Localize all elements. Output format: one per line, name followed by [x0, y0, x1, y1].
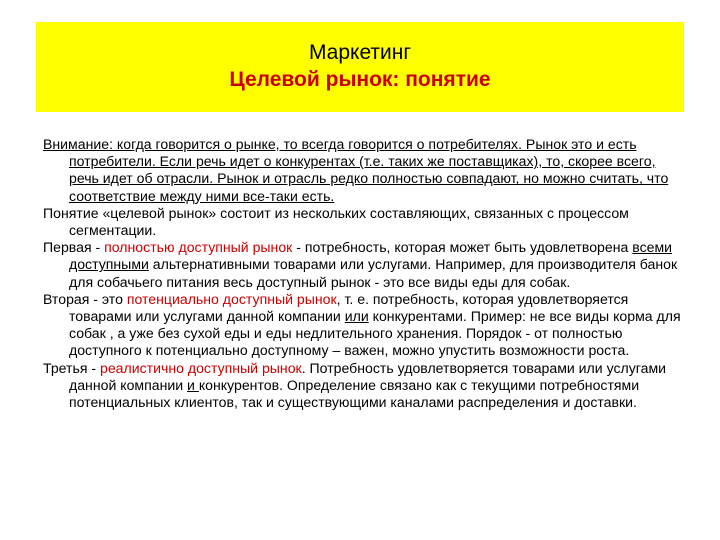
second-lead: Вторая - это	[43, 290, 127, 307]
first-mid: - потребность, которая может быть удовлетворена	[292, 239, 633, 256]
term-realistically-available-market: реалистично доступный рынок	[99, 359, 302, 376]
first-lead: Первая -	[43, 239, 105, 256]
third-lead: Третья -	[43, 359, 100, 376]
second-rest: конкурентами. Пример: не все виды корма для собак , а уже без сухой еды и еды недлительного хранения. Порядок - от полностью доступного к потенциально доступному – важен, можно упустить возможности роста.	[69, 308, 681, 359]
third-mid: . Потребность удовлетворяется товарами или услугами данной компании	[69, 359, 667, 393]
paragraph-third	[43, 360, 683, 412]
first-rest: альтернативными товарами или услугами. Например, для производителя банок для собачьего питания весь доступный рынок - это все виды еды для собак.	[69, 256, 678, 290]
paragraph-attention-text: Внимание: когда говорится о рынке, то всегда говорится о потребителях. Рынок это и есть потребители. Если речь идет о конкурентах (т.е. таких же поставщиках), то, скорее всего, речь идет об отрасли. Рынок и отрасль редко полностью совпадают, но можно считать, что соответствие между ними все-таки есть.	[43, 136, 669, 204]
paragraph-attention	[43, 136, 683, 205]
slide-body	[43, 136, 683, 411]
term-potentially-available-market: потенциально доступный рынок	[126, 290, 337, 307]
third-rest: конкурентов. Определение связано как с текущими потребностями потенциальных клиентов, так и существующими каналами распределения и доставки.	[69, 376, 640, 411]
second-mid: , т. е. потребность, которая удовлетворяется товарами или услугами данной компании	[69, 290, 629, 325]
slide-subject: Маркетинг	[308, 41, 412, 64]
slide-title: Целевой рынок: понятие	[229, 68, 491, 91]
second-underlined: или	[344, 308, 369, 325]
first-underlined: всеми доступными	[69, 239, 673, 273]
paragraph-target-market-text: Понятие «целевой рынок» состоит из нескольких составляющих, связанных с процессом сегментации.	[43, 204, 629, 239]
third-underlined: и	[187, 376, 199, 393]
paragraph-second	[43, 291, 683, 360]
title-banner	[36, 22, 684, 112]
paragraph-target-market-concept	[43, 205, 683, 239]
paragraph-first	[43, 239, 683, 291]
term-fully-available-market: полностью доступный рынок	[104, 239, 293, 256]
